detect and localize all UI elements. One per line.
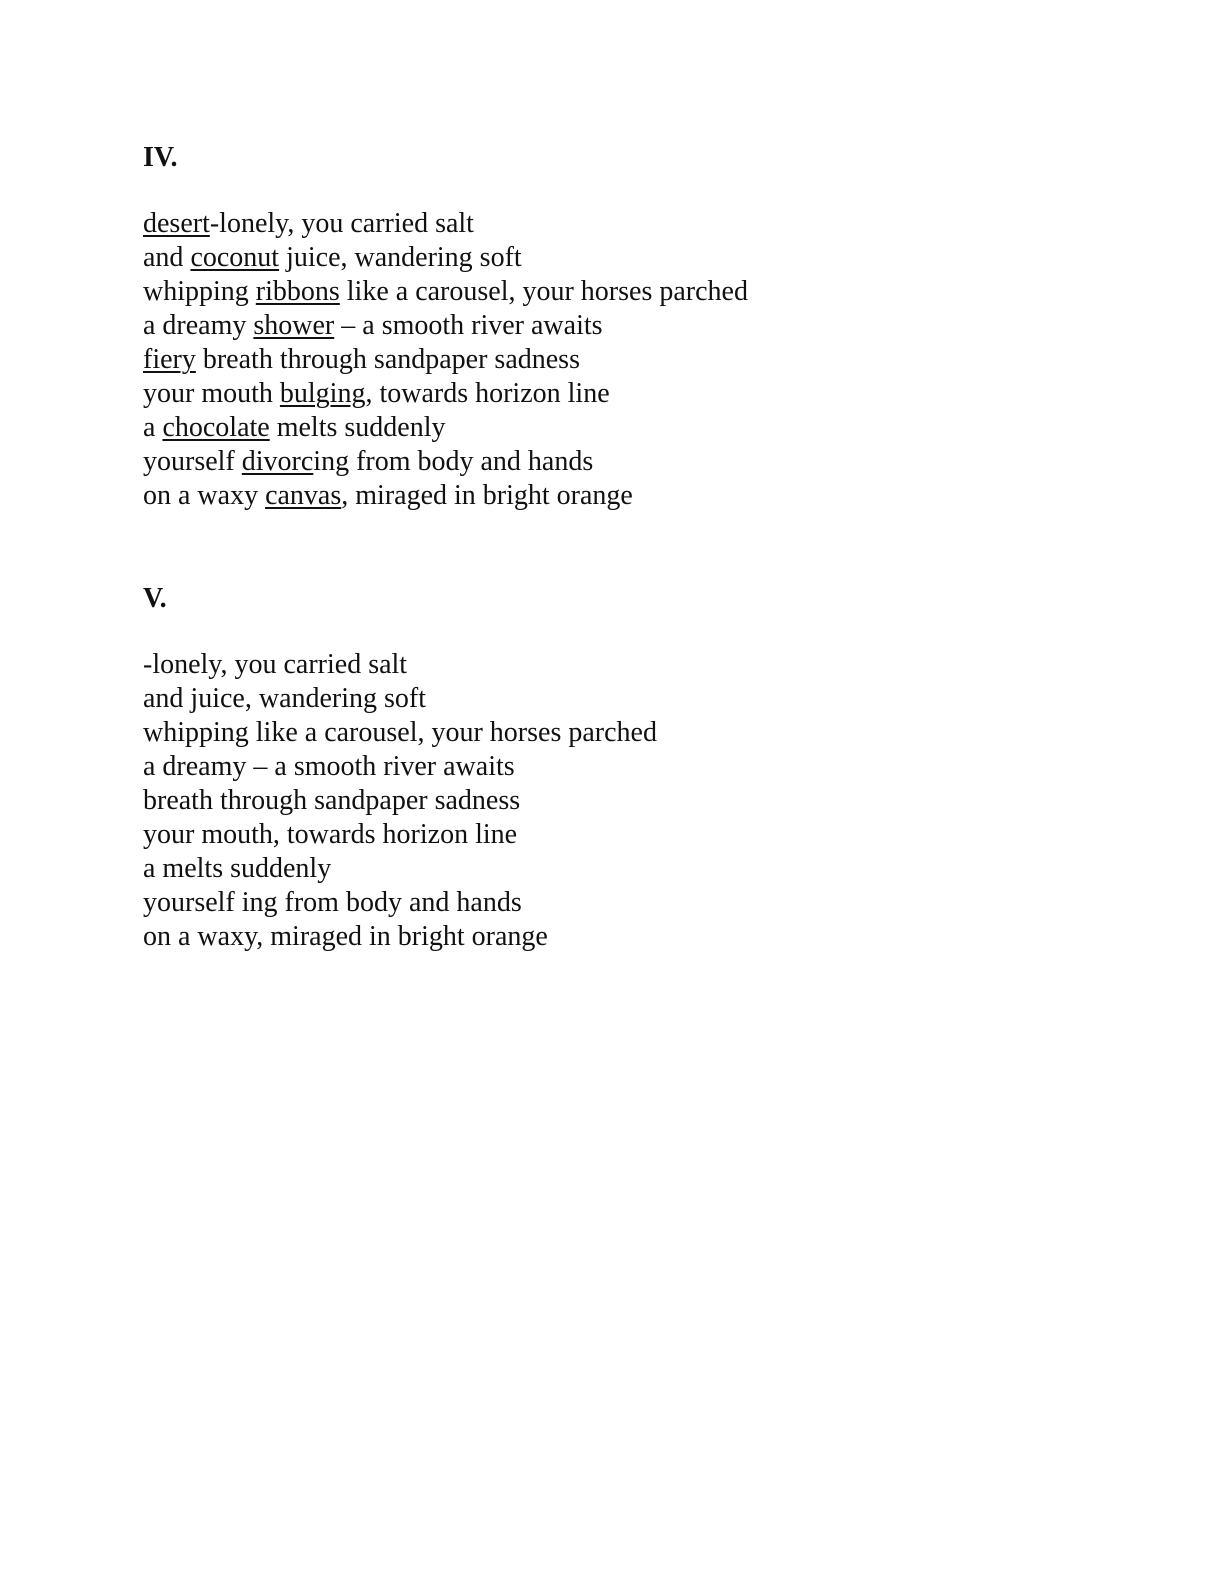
poem-line: [143, 411, 748, 445]
line-text: , towards horizon line: [365, 378, 610, 409]
line-text: on a waxy: [143, 480, 266, 511]
line-text: -lonely, you carried salt: [143, 649, 408, 680]
poem-line: [143, 716, 657, 750]
line-text: like a carousel, your horses parched: [339, 276, 748, 307]
poem-line: [143, 445, 748, 479]
line-text: juice, wandering soft: [279, 242, 522, 273]
line-text: , miraged in bright orange: [341, 480, 633, 511]
line-text: whipping like a carousel, your horses parched: [143, 717, 657, 748]
poem-line: [143, 479, 748, 513]
poem-line: [143, 886, 657, 920]
section-v-heading: V.: [143, 583, 167, 614]
line-text: your mouth: [143, 378, 280, 409]
poem-line: [143, 309, 748, 343]
line-text: and juice, wandering soft: [143, 683, 427, 714]
line-text: your mouth, towards horizon line: [143, 819, 518, 850]
poem-line: [143, 750, 657, 784]
poem-line: [143, 377, 748, 411]
poem-line: [143, 648, 657, 682]
line-text: yourself ing from body and hands: [143, 887, 522, 918]
poem-line: [143, 207, 748, 241]
line-text: yourself: [143, 446, 242, 477]
underlined-word: chocolate: [162, 412, 270, 443]
poem-line: [143, 920, 657, 954]
line-text: a dreamy – a smooth river awaits: [143, 751, 515, 782]
line-text: breath through sandpaper sadness: [143, 785, 521, 816]
section-v-stanza: [143, 648, 657, 954]
poem-line: [143, 682, 657, 716]
line-text: ing from body and hands: [313, 446, 594, 477]
line-text: and: [143, 242, 191, 273]
line-text: – a smooth river awaits: [334, 310, 603, 341]
line-text: whipping: [143, 276, 256, 307]
underlined-word: bulging: [279, 378, 366, 409]
poem-line: [143, 241, 748, 275]
poem-line: [143, 852, 657, 886]
poem-line: [143, 818, 657, 852]
line-text: a melts suddenly: [143, 853, 332, 884]
underlined-word: coconut: [190, 242, 280, 273]
underlined-word: desert: [143, 208, 210, 239]
line-text: -lonely, you carried salt: [209, 208, 474, 239]
section-iv-heading: IV.: [143, 142, 178, 173]
line-text: a: [143, 412, 163, 443]
poem-line: [143, 275, 748, 309]
line-text: melts suddenly: [269, 412, 446, 443]
underlined-word: canvas: [265, 480, 342, 511]
poem-line: [143, 784, 657, 818]
line-text: breath through sandpaper sadness: [195, 344, 580, 375]
line-text: on a waxy, miraged in bright orange: [143, 921, 548, 952]
underlined-word: ribbons: [255, 276, 340, 307]
underlined-word: fiery: [143, 344, 196, 375]
underlined-word: shower: [253, 310, 335, 341]
poem-line: [143, 343, 748, 377]
section-iv-stanza: [143, 207, 748, 513]
underlined-word: divorc: [241, 446, 314, 477]
line-text: a dreamy: [143, 310, 254, 341]
